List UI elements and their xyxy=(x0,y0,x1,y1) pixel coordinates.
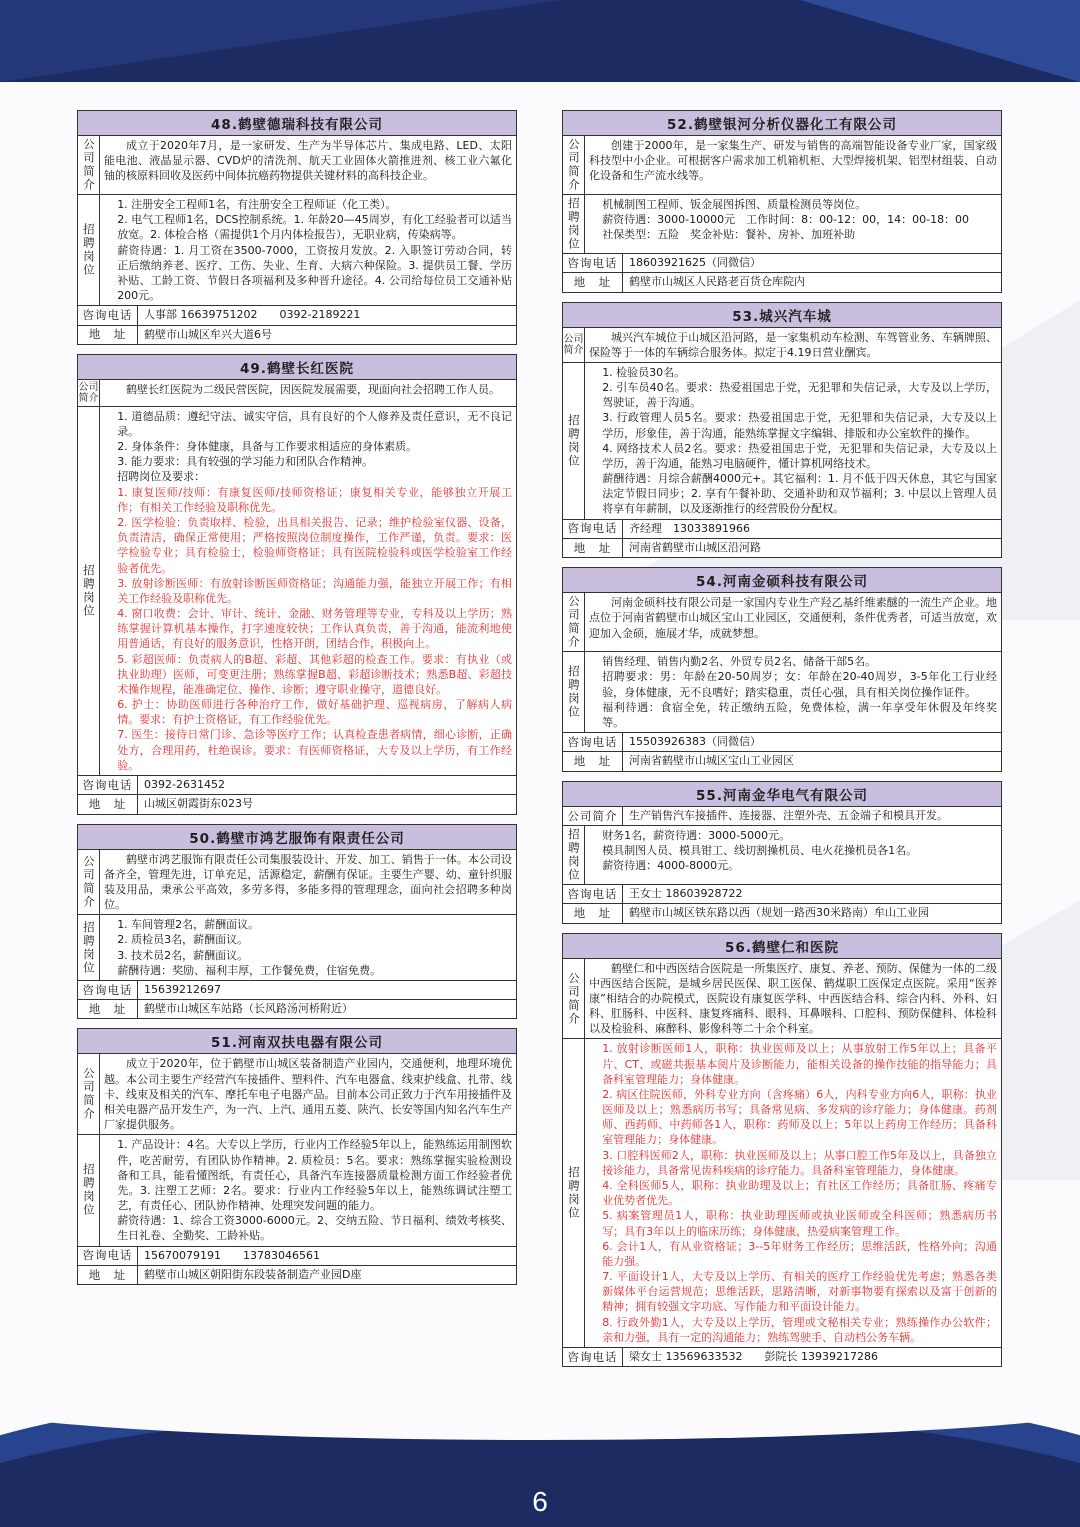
job-item: 薪资待遇：1、综合工资3000-6000元。2、交纳五险、节日福利、绩效考核奖、生日礼卷、全勤奖、工龄补贴。 xyxy=(117,1214,512,1243)
job-item: 2. 医学检验：负责取样、检验，出具相关报告、记录；维护检验室仪器、设备，负责清洁，确保正常使用；严格按照岗位制度操作，工作严谨，负责。要求：医学检验专业；具有检验士，检验师资格证；具有医院检验科或医学检验室工作经验者优先。 xyxy=(117,516,512,575)
address-value: 鹤壁市山城区铁东路以西（规划一路西30米路南）牟山工业园 xyxy=(629,906,929,920)
company-title: 52.鹤壁银河分析仪器化工有限公司 xyxy=(563,111,1001,136)
job-item: 1. 车间管理2名，薪酬面议。 xyxy=(117,918,260,932)
job-item: 5. 彩超医师：负责病人的B超、彩超、其他彩超的检查工作。要求：有执业（或执业助理）医师，可变更注册；熟练掌握B超、彩超诊断技术；熟悉B超、彩超技术操作规程，能准确定位、操作、诊断；遵守职业操守，道德良好。 xyxy=(117,652,512,696)
intro-label: 公司简介 xyxy=(563,807,623,825)
job-item: 模具制图人员、模具钳工、线切割操机员、电火花操机员各1名。 xyxy=(602,844,918,858)
address-label: 地 址 xyxy=(563,752,623,770)
jobs-label: 招聘岗位 xyxy=(563,826,585,884)
job-item: 1. 检验员30名。 xyxy=(602,365,686,379)
company-card xyxy=(77,110,517,345)
job-item: 2. 电气工程师1名，DCS控制系统。1. 年龄20—45周岁，有化工经验者可以适当放宽。2. 体检合格（需提供1个月内体检报告），无职业病，传染病等。 xyxy=(117,213,512,242)
job-item: 4. 窗口收费：会计、审计、统计、金融、财务管理等专业，专科及以上学历；熟练掌握计算机基本操作，打字速度较快；工作认真负责，善于沟通，能流利地使用普通话，有良好的服务意识，性格开朗，团结合作，积极向上。 xyxy=(117,607,512,651)
company-intro: 城兴汽车城位于山城区沿河路，是一家集机动车检测、车驾管业务、车辆牌照、保险等于一体的车辆综合服务体。拟定于4.19日营业酬宾。 xyxy=(589,330,997,359)
job-list xyxy=(100,915,516,980)
address-label: 地 址 xyxy=(563,539,623,557)
address-value: 鹤壁市山城区朝阳街东段装备制造产业园D座 xyxy=(144,1267,362,1281)
page-number: 6 xyxy=(532,1486,548,1517)
intro-label: 公司简介 xyxy=(563,959,585,1039)
jobs-label: 招聘岗位 xyxy=(78,1135,100,1245)
company-title: 50.鹤壁市鸿艺服饰有限责任公司 xyxy=(78,825,516,850)
contact-value: 15670079191 13783046561 xyxy=(144,1248,320,1262)
job-list xyxy=(585,1039,1001,1346)
company-intro: 鹤壁仁和中西医结合医院是一所集医疗、康复、养老、预防、保健为一体的二级中西医结合医院，是城乡居民医保、职工医保、鹤煤职工医保定点医院。采用“医养康”相结合的办院模式，医院设有康复医学科、中西医结合科、综合内科、外科、妇科、肛肠科、中医科、康复疼痛科、眼科、耳鼻喉科、口腔科、预防保健科、体检科以及检验科、麻醉科、影像科等二十余个科室。 xyxy=(589,961,997,1036)
contact-label: 咨询电话 xyxy=(78,306,138,324)
contact-label: 咨询电话 xyxy=(563,520,623,538)
company-title: 49.鹤壁长红医院 xyxy=(78,355,516,380)
intro-label: 公司简介 xyxy=(563,136,585,194)
company-card xyxy=(562,302,1002,559)
job-item: 3. 放射诊断医师：有放射诊断医师资格证；沟通能力强，能独立开展工作；有相关工作经验及职称优先。 xyxy=(117,576,512,605)
company-intro: 河南金硕科技有限公司是一家国内专业生产羟乙基纤维素醚的一流生产企业。地点位于河南省鹤壁市山城区宝山工业园区，交通便利，条件优秀者，可适当放宽，欢迎加入金硕，施展才华，成就梦想。 xyxy=(589,596,997,640)
job-item: 3. 能力要求：具有较强的学习能力和团队合作精神。 xyxy=(117,455,374,469)
address-value: 鹤壁市山城区人民路老百货仓库院内 xyxy=(629,275,805,289)
jobs-label: 招聘岗位 xyxy=(78,195,100,305)
right-column xyxy=(562,110,1002,1376)
company-title: 53.城兴汽车城 xyxy=(563,303,1001,328)
contact-value: 18603921625（同微信） xyxy=(629,256,761,269)
address-value: 山城区朝霞街东023号 xyxy=(144,797,253,811)
jobs-label: 招聘岗位 xyxy=(563,195,585,253)
job-list xyxy=(100,407,516,775)
job-item: 机械制图工程师、钣金展图拆图、质量检测员等岗位。 xyxy=(602,198,867,211)
company-card xyxy=(562,110,1002,293)
company-title: 56.鹤壁仁和医院 xyxy=(563,934,1001,959)
jobs-label: 招聘岗位 xyxy=(563,363,585,519)
address-label: 地 址 xyxy=(78,326,138,344)
company-title: 55.河南金华电气有限公司 xyxy=(563,782,1001,807)
job-item: 1. 产品设计：4名。大专以上学历，行业内工作经验5年以上，能熟练运用制图软件，吃苦耐劳，有团队协作精神。2. 质检员：5名。要求：熟练掌握实验检测设备和工具，能看懂图纸，有责任心，具备汽车连接器质量检测方面工作经验者优先。3. 注塑工艺师：2名。要求：行业内工作经验5年以上，能熟练调试注塑工艺，有责任心、团队协作精神、处理突发问题的能力。 xyxy=(117,1138,512,1213)
address-label: 地 址 xyxy=(78,1000,138,1018)
job-item: 1. 康复医师/技师：有康复医师/技师资格证；康复相关专业，能够独立开展工作；有相关工作经验及职称优先。 xyxy=(117,485,512,514)
address-label: 地 址 xyxy=(78,1266,138,1284)
job-item: 薪酬待遇：月综合薪酬4000元+。其它福利：1. 月不低于四天休息，其它与国家法定节假日同步；2. 享有午餐补助、交通补助和双节福利；3. 中层以上管理人员将享有年薪制，以及逐渐推行的经营股份分配权。 xyxy=(602,472,997,516)
company-intro: 成立于2020年，位于鹤壁市山城区装备制造产业园内，交通便利，地理环境优越。本公司主要生产经营汽车接插件、塑料件、汽车电器盒、线束护线盒、扎带、线卡、线束及相关的汽车、摩托车电子电器产品。目前本公司正致力于汽车用接插件及相关电器产品开发生产，为一汽、上汽、通用五菱、陕汽、长安等国内知名汽车生产厂家提供服务。 xyxy=(104,1057,512,1132)
job-item: 6. 会计1人，有从业资格证；3--5年财务工作经历；思维活跃，性格外向；沟通能力强。 xyxy=(602,1239,997,1268)
job-item: 1. 放射诊断医师1人，职称：执业医师及以上；从事放射工作5年以上；具备平片、CT、或磁共振基本阅片及诊断能力，能相关设备的操作技能的指导能力；具备科室管理能力；身体健康。 xyxy=(602,1042,997,1086)
job-item: 6. 护士：协助医师进行各种治疗工作，做好基础护理、巡视病房，了解病人病情。要求：有护士资格证，有工作经验优先。 xyxy=(117,698,512,727)
company-title: 48.鹤壁德瑞科技有限公司 xyxy=(78,111,516,136)
address-value: 鹤壁市山城区牟兴大道6号 xyxy=(144,327,272,341)
contact-value: 齐经理 13033891966 xyxy=(629,521,750,535)
company-card xyxy=(562,933,1002,1368)
job-item: 招聘岗位及要求： xyxy=(117,470,206,484)
job-item: 3. 技术员2名，薪酬面议。 xyxy=(117,948,249,962)
contact-value: 15639212697 xyxy=(144,982,221,996)
contact-label: 咨询电话 xyxy=(78,776,138,794)
intro-label: 公司简介 xyxy=(78,136,100,194)
contact-label: 咨询电话 xyxy=(563,733,623,751)
address-label: 地 址 xyxy=(78,795,138,813)
intro-label: 公司简介 xyxy=(563,593,585,651)
job-list xyxy=(585,363,1001,519)
job-item: 3. 口腔科医师2人，职称：执业医师及以上；从事口腔工作5年及以上，具备独立接诊能力，具备常见齿科疾病的诊疗能力。具备科室管理能力，身体健康。 xyxy=(602,1148,997,1177)
company-card xyxy=(562,781,1002,924)
company-intro: 鹤壁市鸿艺服饰有限责任公司集服装设计、开发、加工、销售于一体。本公司设备齐全，管理先进，订单充足，活源稳定，薪酬有保证。主要生产婴、幼、童针织服装及用品，秉承公平高效，多劳多得，多能多得的管理理念，面向社会招聘多种岗位。 xyxy=(104,852,512,912)
job-item: 2. 身体条件：身体健康，具备与工作要求相适应的身体素质。 xyxy=(117,440,418,454)
job-item: 2. 病区住院医师，外科专业方向（含疼痛）6人，内科专业方向6人，职称：执业医师及以上；熟悉病历书写；具备常见病、多发病的诊疗能力；身体健康。药剂师、西药师、中药师各1人，职称：药师及以上；5年以上药房工作经历；具备科室管理能力；身体健康。 xyxy=(602,1087,997,1147)
address-value: 河南省鹤壁市山城区沿河路 xyxy=(629,540,761,554)
contact-value: 0392-2631452 xyxy=(144,777,225,791)
job-list xyxy=(100,1135,516,1245)
job-item: 4. 网络技术人员2名。要求：热爱祖国忠于党，无犯罪和失信记录，大专及以上学历，善于沟通，能熟习电脑硬件，懂计算机网络技术。 xyxy=(602,441,997,470)
job-item: 招聘要求：男：年龄在20-50周岁；女：年龄在20-40周岁，3-5年化工行业经验，身体健康，无不良嗜好；踏实稳重，责任心强，具有相关岗位操作证件。 xyxy=(602,670,997,699)
job-item: 7. 医生：接待日常门诊、急诊等医疗工作；认真检查患者病情，细心诊断，正确处方，合理用药，杜绝误诊。要求：有医师资格证，大专及以上学历，有工作经验。 xyxy=(117,728,512,772)
contact-value: 梁女士 13569633532 彭院长 13939217286 xyxy=(629,1349,878,1363)
address-value: 河南省鹤壁市山城区宝山工业园区 xyxy=(629,754,794,768)
intro-label: 公司简介 xyxy=(78,1054,100,1134)
job-item: 福利待遇：食宿全免，转正缴纳五险，免费体检，满一年享受年休假及年终奖等。 xyxy=(602,700,997,729)
company-card xyxy=(77,824,517,1020)
company-card xyxy=(77,354,517,815)
job-item: 薪资待遇：4000-8000元。 xyxy=(602,859,740,873)
contact-value: 王女士 18603928722 xyxy=(629,887,743,900)
contact-label: 咨询电话 xyxy=(78,981,138,999)
job-item: 8. 行政外勤1人，大专及以上学历，管理或文秘相关专业；熟练操作办公软件；亲和力强，具有一定的沟通能力；熟练驾驶手、自动档公务车辆。 xyxy=(602,1315,997,1344)
left-column xyxy=(77,110,517,1294)
company-intro: 鹤壁长红医院为二级民营医院，因医院发展需要，现面向社会招聘工作人员。 xyxy=(126,382,500,396)
job-item: 1. 道德品质：遵纪守法、诚实守信，具有良好的个人修养及责任意识，无不良记录。 xyxy=(117,409,512,438)
contact-label: 咨询电话 xyxy=(78,1247,138,1265)
address-value: 鹤壁市山城区车站路（长风路汤河桥附近） xyxy=(144,1002,353,1016)
company-intro: 生产销售汽车接插件、连接器、注塑外壳、五金端子和模具开发。 xyxy=(629,808,948,822)
job-item: 薪酬待遇：奖励、福利丰厚，工作餐免费，住宿免费。 xyxy=(117,963,382,977)
contact-value: 15503926383（同微信） xyxy=(629,735,761,749)
job-item: 薪资待遇：1. 月工资在3500-7000，工资按月发放。2. 入职签订劳动合同，转正后缴纳养老、医疗、工伤、失业、生育、大病六种保险。3. 提供员工餐、学历补贴、工龄工资、节假日各项福利及多种晋升途径。4. 公司给每位员工交通补贴200元。 xyxy=(117,243,512,303)
company-card xyxy=(562,567,1002,771)
address-label: 地 址 xyxy=(563,273,623,291)
job-list xyxy=(100,195,516,305)
contact-value: 人事部 16639751202 0392-2189221 xyxy=(144,308,361,322)
jobs-label: 招聘岗位 xyxy=(563,1039,585,1346)
jobs-label: 招聘岗位 xyxy=(78,407,100,775)
company-intro: 创建于2000年，是一家集生产、研发与销售的高端智能设备专业厂家，国家级科技型中小企业。可根据客户需求加工机箱机柜、大型焊接机架、铝型材组装、自动化设备和生产流水线等。 xyxy=(589,139,997,183)
job-item: 财务1名，薪资待遇：3000-5000元。 xyxy=(602,829,791,842)
contact-label: 咨询电话 xyxy=(563,885,623,903)
job-list xyxy=(585,652,1001,732)
address-label: 地 址 xyxy=(563,904,623,922)
job-item: 3. 行政管理人员5名。要求：热爱祖国忠于党，无犯罪和失信记录，大专及以上学历，形象佳，善于沟通，能熟练掌握文字编辑、排版和办公室软件的操作。 xyxy=(602,411,997,440)
contact-label: 咨询电话 xyxy=(563,1348,623,1366)
job-item: 4. 全科医师5人，职称：执业助理及以上；有社区工作经历；具备肛肠、疼痛专业优势者优先。 xyxy=(602,1179,997,1208)
job-item: 7. 平面设计1人，大专及以上学历、有相关的医疗工作经验优先考虑；熟悉各类新媒体平台运营规范；思维活跃，思路清晰，对新事物要有探索以及富于创新的精神；拥有较强文字功底、写作能力和平面设计能力。 xyxy=(602,1270,997,1314)
contact-label: 咨询电话 xyxy=(563,254,623,272)
intro-label: 公司简介 xyxy=(563,328,585,362)
intro-label: 公司简介 xyxy=(78,381,99,404)
company-intro: 成立于2020年7月，是一家研发、生产为半导体芯片、集成电路、LED、太阳能电池、液晶显示器、CVD炉的清洗剂、航天工业固体火箭推进剂、核工业六氟化铀的核原料回收及医药中间体抗癌药物提供关键材料的高科技企业。 xyxy=(104,139,512,183)
job-item: 2. 质检员3名，薪酬面议。 xyxy=(117,933,249,947)
jobs-label: 招聘岗位 xyxy=(78,915,100,980)
intro-label: 公司简介 xyxy=(78,850,100,915)
job-item: 社保类型：五险 奖金补贴：餐补、房补、加班补助 xyxy=(602,228,856,242)
job-item: 5. 病案管理员1人，职称：执业助理医师或执业医师或全科医师；熟悉病历书写；具有3年以上的临床历练；身体健康，热爱病案管理工作。 xyxy=(602,1209,997,1238)
job-list xyxy=(585,826,1001,884)
job-item: 2. 引车员40名。要求：热爱祖国忠于党，无犯罪和失信记录，大专及以上学历，驾驶证，善于沟通。 xyxy=(602,381,997,410)
company-card xyxy=(77,1028,517,1285)
jobs-label: 招聘岗位 xyxy=(563,652,585,732)
company-title: 51.河南双扶电器有限公司 xyxy=(78,1029,516,1054)
header-banner xyxy=(0,0,1080,82)
job-item: 销售经理、销售内勤2名、外贸专员2名、储备干部5名。 xyxy=(602,655,877,669)
company-title: 54.河南金硕科技有限公司 xyxy=(563,568,1001,593)
job-item: 薪资待遇：3000-10000元 工作时间：8：00-12：00，14：00-18：00 xyxy=(602,213,970,227)
job-item: 1. 注册安全工程师1名，有注册安全工程师证（化工类）。 xyxy=(117,198,397,211)
job-list xyxy=(585,195,1001,253)
